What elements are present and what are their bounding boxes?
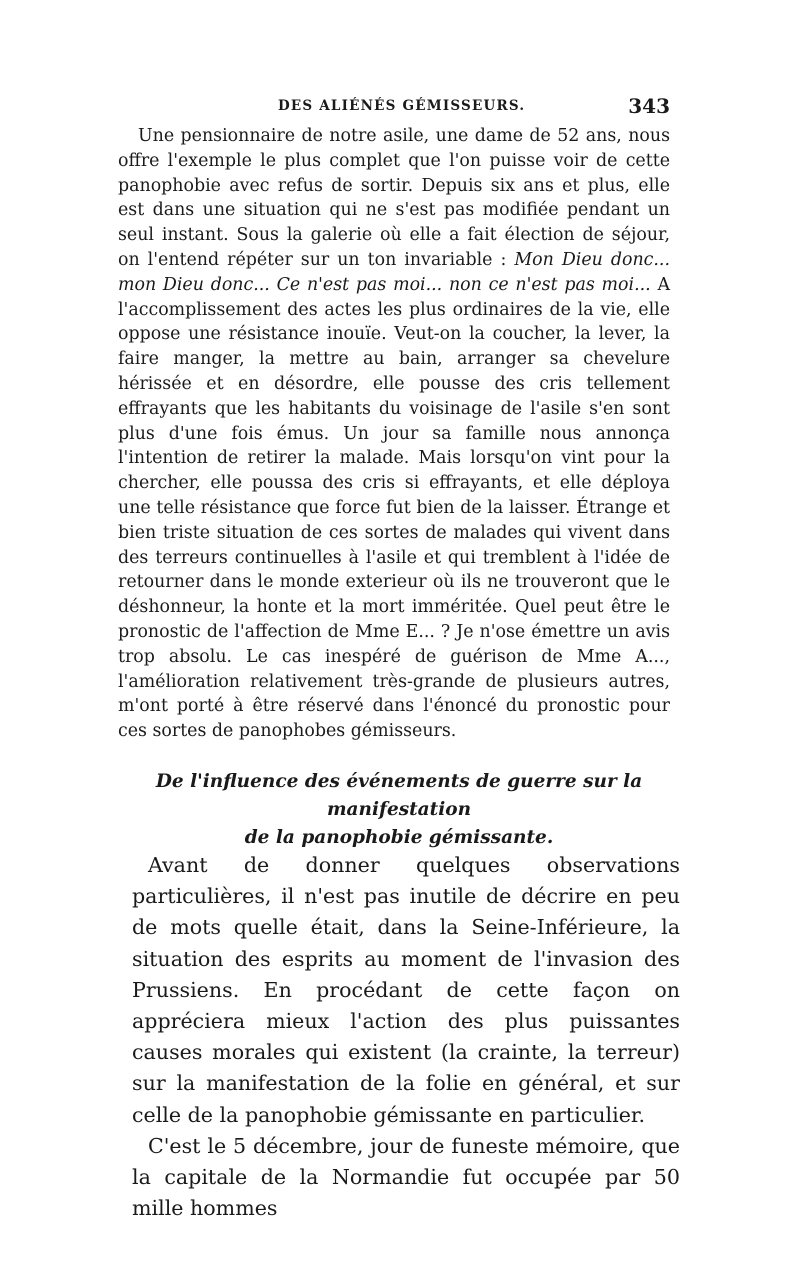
- case-text-before-quote: Une pensionnaire de notre asile, une dame de 52 ans, nous offre l'exemple le plus complet que l'on puisse voir de cette panophobie avec refus de sortir. Depuis six ans et plus, elle est dans une situation qui ne s'est pas modifiée pendant un seul instant. Sous la galerie où elle a fait élection de séjour, on l'entend répéter sur un ton invariable :: [118, 126, 670, 270]
- running-title: DES ALIÉNÉS GÉMISSEURS.: [278, 98, 526, 114]
- case-text-after-quote: A l'accomplissement des actes les plus ordinaires de la vie, elle oppose une résistance inouïe. Veut-on la coucher, la lever, la faire manger, la mettre au bain, arranger sa chevelure hérissée et en désordre, elle pousse des cris tellement effrayants que les habitants du voisinage de l'asile s'en sont plus d'une fois émus. Un jour sa famille nous annonça l'intention de retirer la malade. Mais lorsqu'on vint pour la chercher, elle poussa des cris si effrayants, et elle déploya une telle résistance que force fut bien de la laisser. Étrange et bien triste situation de ces sortes de malades qui vivent dans des terreurs continuelles à l'asile et qui tremblent à l'idée de retourner dans le monde exterieur où ils ne trouveront que le déshonneur, la honte et la mort imméritée. Quel peut être le pronostic de l'affection de Mme E... ? Je n'ose émettre un avis trop absolu. Le cas inespéré de guérison de Mme A..., l'amélioration relativement très-grande de plusieurs autres, m'ont porté à être réservé dans l'énoncé du pronostic pour ces sortes de panophobes gémisseurs.: [118, 274, 670, 742]
- case-paragraph: [118, 124, 670, 744]
- page-header: [118, 94, 670, 126]
- patient-quote: Mon Dieu donc... mon Dieu donc... Ce n'est pas moi... non ce n'est pas moi...: [118, 249, 670, 295]
- war-influence-block: [132, 850, 680, 1224]
- occupation-paragraph: C'est le 5 décembre, jour de funeste mémoire, que la capitale de la Normandie fut occupée par 50 mille hommes: [132, 1133, 680, 1221]
- section-heading-line-2: de la panophobie gémissante.: [244, 827, 554, 848]
- section-heading: [118, 768, 680, 852]
- intro-paragraph: Avant de donner quelques observations particulières, il n'est pas inutile de décrire en peu de mots quelle était, dans la Seine-Inférieure, la situation des esprits au moment de l'invasion des Prussiens. En procédant de cette façon on appréciera mieux l'action des plus puissantes causes morales qui existent (la crainte, la terreur) sur la manifestation de la folie en général, et sur celle de la panophobie gémissante en particulier.: [132, 853, 680, 1127]
- case-description-block: [118, 124, 670, 744]
- page-number: 343: [628, 94, 670, 118]
- section-heading-line-1: De l'influence des événements de guerre sur la manifestation: [155, 771, 643, 820]
